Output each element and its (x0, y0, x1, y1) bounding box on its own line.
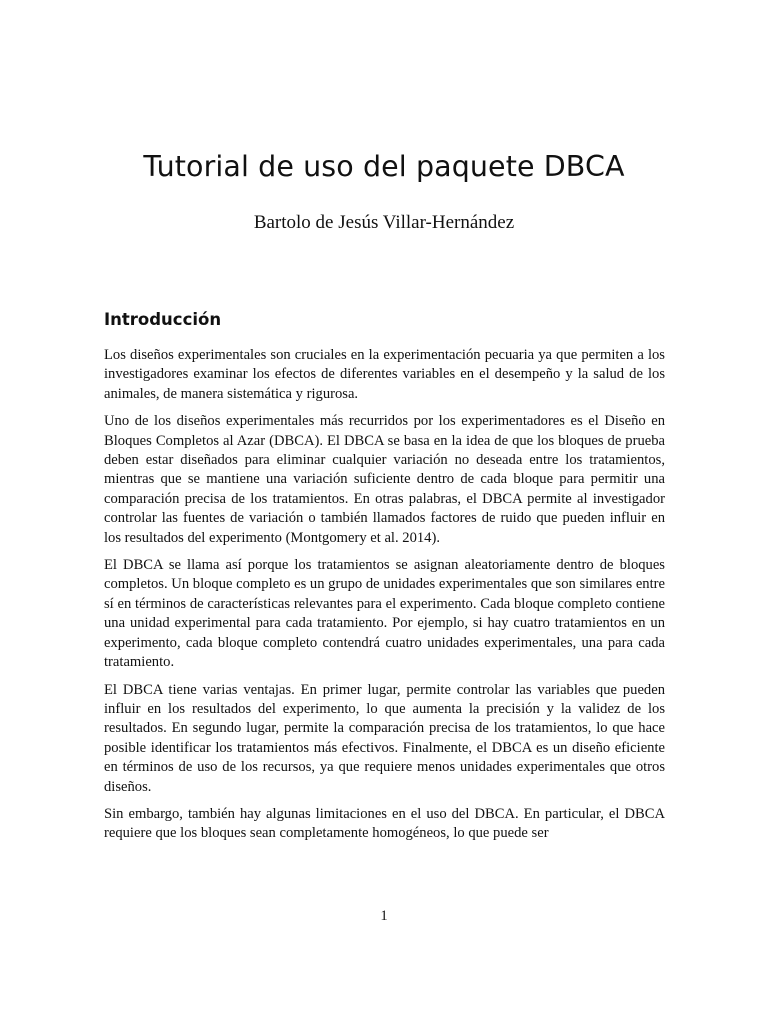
section-heading-introduccion: Introducción (104, 310, 222, 329)
paragraph: El DBCA tiene varias ventajas. En primer lugar, permite controlar las variables que pueden influir en los resultados del experimento, lo que aumenta la precisión y la validez de los resultados. En segundo lugar, permite la comparación precisa de los tratamientos, lo que hace posible identificar los tratamientos más efectivos. Finalmente, el DBCA es un diseño eficiente en términos de uso de los recursos, ya que requiere menos unidades experimentales que otros diseños. (104, 681, 665, 795)
page-number: 1 (380, 908, 388, 924)
body-text (104, 346, 665, 852)
paragraph: El DBCA se llama así porque los tratamientos se asignan aleatoriamente dentro de bloques completos. Un bloque completo es un grupo de unidades experimentales que son similares entre sí en términos de características relevantes para el experimento. Cada bloque completo contiene una unidad experimental para cada tratamiento. Por ejemplo, si hay cuatro tratamientos en un experimento, cada bloque completo contendrá cuatro unidades experimentales, una para cada tratamiento. (104, 557, 665, 671)
document-title: Tutorial de uso del paquete DBCA (143, 150, 625, 183)
author-name: Bartolo de Jesús Villar-Hernández (253, 212, 515, 233)
paragraph: Los diseños experimentales son cruciales en la experimentación pecuaria ya que permiten a los investigadores examinar los efectos de diferentes variables en el desempeño y la salud de los animales, de manera sistemática y rigurosa. (104, 347, 665, 402)
paragraph: Uno de los diseños experimentales más recurridos por los experimentadores es el Diseño en Bloques Completos al Azar (DBCA). El DBCA se basa en la idea de que los bloques de prueba deben estar diseñados para eliminar cualquier variación no deseada entre los tratamientos, mientras que se mantiene una variación suficiente dentro de cada bloque para permitir una comparación precisa de los tratamientos. En otras palabras, el DBCA permite al investigador controlar las fuentes de variación o también llamados factores de ruido que pueden influir en los resultados del experimento (Montgomery et al. 2014). (104, 413, 665, 546)
paragraph: Sin embargo, también hay algunas limitaciones en el uso del DBCA. En particular, el DBCA requiere que los bloques sean completamente homogéneos, lo que puede ser (104, 805, 665, 842)
